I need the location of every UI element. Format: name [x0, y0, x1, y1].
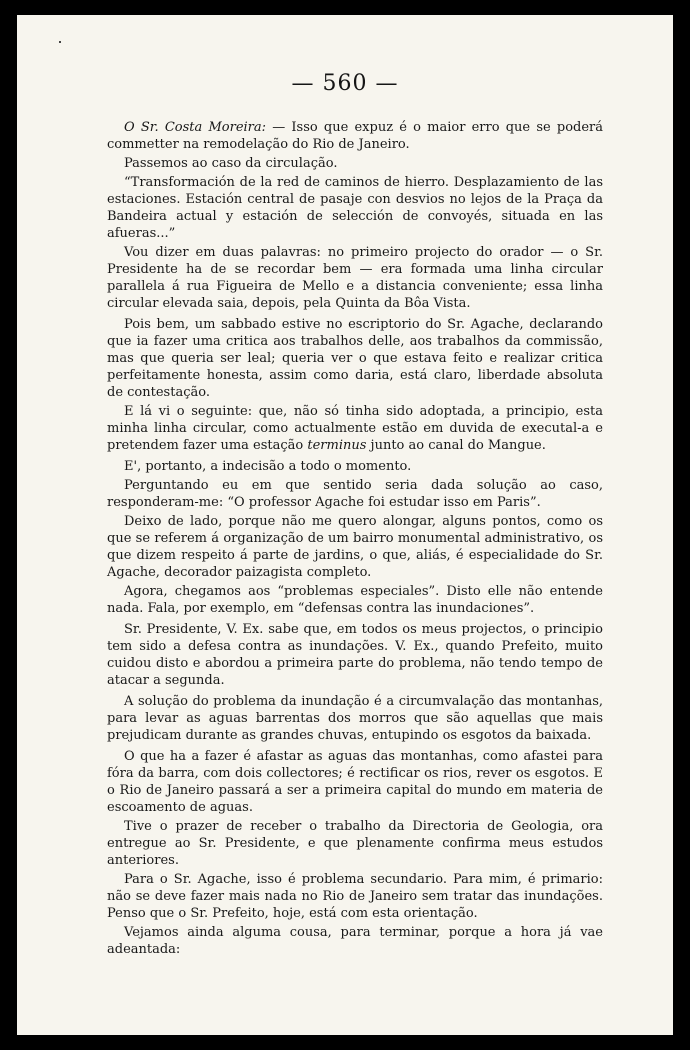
paragraph: O Sr. Costa Moreira: — Isso que expuz é o maior erro que se poderá commetter na remodelação do Rio de Janeiro. [107, 120, 603, 152]
paragraph: O que ha a fazer é afastar as aguas das montanhas, como afastei para fóra da barra, com dois collectores; é rectificar os rios, rever os esgotos. E o Rio de Janeiro passará a ser a primeira capital do mundo em materia de escoamento de aguas. [107, 749, 603, 815]
paragraph: Vou dizer em duas palavras: no primeiro projecto do orador — o Sr. Presidente ha de se recordar bem — era formada uma linha circular parallela á rua Figueira de Mello e a distancia conveniente; essa linha circular elevada saia, depois, pela Quinta da Bôa Vista. [107, 245, 603, 311]
paragraph: Vejamos ainda alguma cousa, para terminar, porque a hora já vae adeantada: [107, 925, 603, 957]
paragraph: Sr. Presidente, V. Ex. sabe que, em todos os meus projectos, o principio tem sido a defesa contra as inundações. V. Ex., quando Prefeito, muito cuidou disto e abordou a primeira parte do problema, não tendo tempo de atacar a segunda. [107, 622, 603, 688]
document-page [17, 15, 673, 1035]
scan-speck [59, 41, 61, 43]
paragraph: E', portanto, a indecisão a todo o momento. [124, 459, 412, 474]
quoted-paragraph: “Transformación de la red de caminos de hierro. Desplazamiento de las estaciones. Estación central de pasaje con desvios no lejos de la Praça da Bandeira actual y estación de selección de convoyés, situada en las afueras...” [107, 175, 603, 241]
paragraph: Agora, chegamos aos “problemas especiales”. Disto elle não entende nada. Fala, por exemplo, em “defensas contra las inundaciones”. [107, 584, 603, 616]
paragraph: Perguntando eu em que sentido seria dada solução ao caso, responderam-me: “O professor Agache foi estudar isso em Paris”. [107, 478, 603, 510]
paragraph: Tive o prazer de receber o trabalho da Directoria de Geologia, ora entregue ao Sr. Presidente, e que plenamente confirma meus estudos anteriores. [107, 819, 603, 868]
paragraph: Para o Sr. Agache, isso é problema secundario. Para mim, é primario: não se deve fazer mais nada no Rio de Janeiro sem tratar das inundações. Penso que o Sr. Prefeito, hoje, está com esta orientação. [107, 872, 603, 921]
page-number: — 560 — [291, 71, 399, 96]
paragraph: Deixo de lado, porque não me quero alongar, alguns pontos, como os que se referem á organização de um bairro monumental administrativo, os que dizem respeito á parte de jardins, o que, aliás, é especialidade do Sr. Agache, decorador paizagista completo. [107, 514, 603, 580]
italic-term: terminus [307, 438, 367, 453]
paragraph: A solução do problema da inundação é a circumvalação das montanhas, para levar as aguas barrentas dos morros que são aquellas que mais prejudicam durante as grandes chuvas, entupindo os esgotos da baixada. [107, 694, 603, 743]
paragraph: E lá vi o seguinte: que, não só tinha sido adoptada, a principio, esta minha linha circular, como actualmente estão em duvida de executal-a e pretendem fazer uma estação terminus junto ao canal do Mangue. [107, 404, 603, 453]
paragraph: Passemos ao caso da circulação. [124, 156, 338, 171]
speaker-name: O Sr. Costa Moreira: [124, 120, 267, 135]
paragraph: Pois bem, um sabbado estive no escriptorio do Sr. Agache, declarando que ia fazer uma critica aos trabalhos delle, aos trabalhos da commissão, mas que queria ser leal; queria ver o que estava feito e realizar critica perfeitamente honesta, assim como daria, está claro, liberdade absoluta de contestação. [107, 317, 603, 400]
body-text [107, 119, 603, 960]
